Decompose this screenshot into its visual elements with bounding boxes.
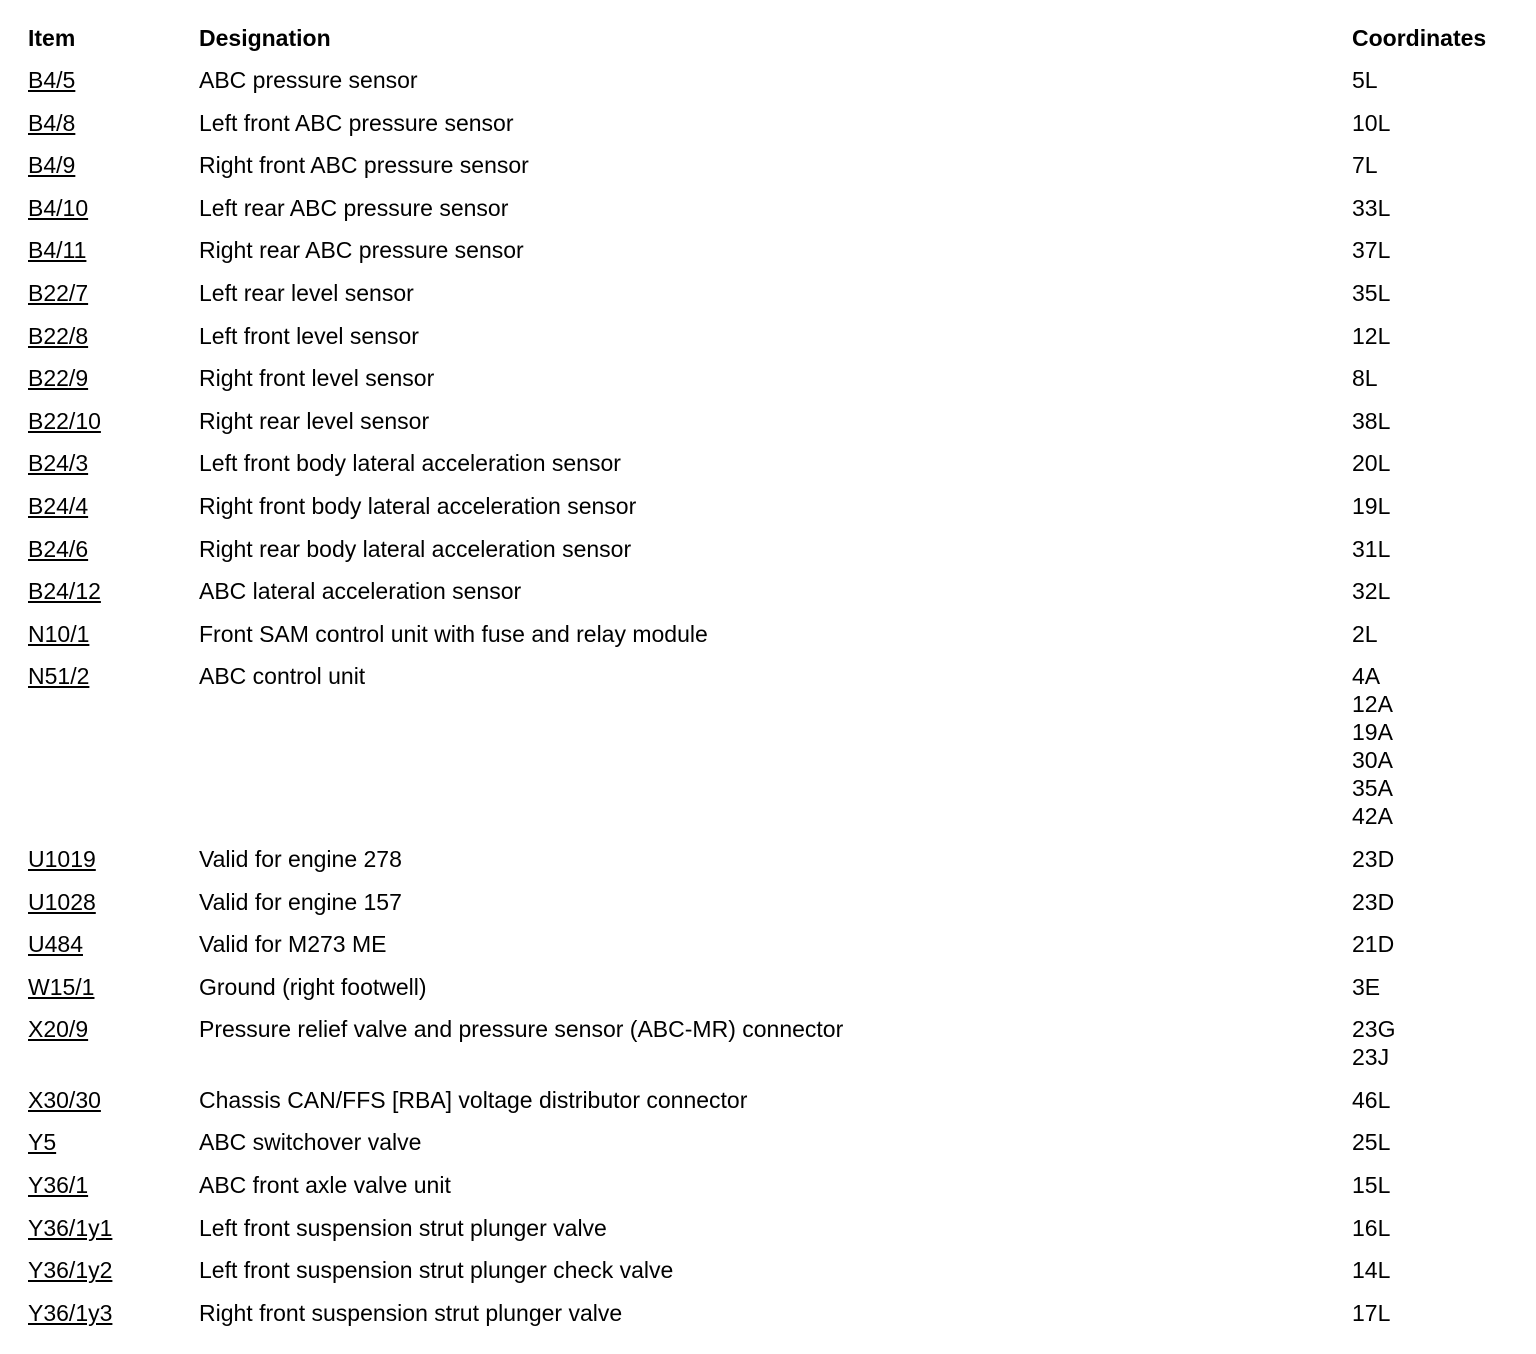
item-link[interactable]: B22/9: [28, 365, 89, 392]
coordinate-value: 23D: [1352, 845, 1395, 872]
coordinate-value: 25L: [1352, 1129, 1391, 1156]
table-row: [28, 109, 1518, 152]
item-link[interactable]: Y5: [28, 1129, 57, 1156]
item-link[interactable]: Y36/1y2: [28, 1257, 113, 1284]
table-header-row: [28, 24, 1518, 66]
coordinates-cell: [1352, 535, 1518, 563]
coordinate-value: 23D: [1352, 888, 1395, 915]
coordinates-cell: [1352, 109, 1518, 137]
designation-cell: Valid for engine 278: [199, 845, 402, 872]
designation-cell: Left front ABC pressure sensor: [199, 109, 514, 136]
designation-cell: Right front body lateral acceleration sensor: [199, 492, 637, 519]
coordinate-value: 12L: [1352, 322, 1391, 349]
designation-cell: Left front body lateral acceleration sensor: [199, 450, 621, 477]
table-row: [28, 620, 1518, 663]
designation-cell: Left front suspension strut plunger valve: [199, 1214, 607, 1241]
coordinate-value: 20L: [1352, 450, 1391, 477]
item-cell: [28, 1128, 199, 1156]
item-cell: [28, 1086, 199, 1114]
designation-cell: Pressure relief valve and pressure sensor (ABC-MR) connector: [199, 1016, 844, 1043]
item-cell: [28, 1299, 199, 1327]
item-cell: [28, 236, 199, 264]
designation-cell: Left rear level sensor: [199, 279, 414, 306]
item-cell: [28, 66, 199, 94]
item-link[interactable]: B24/4: [28, 492, 89, 519]
coordinates-cell: [1352, 1128, 1518, 1156]
item-link[interactable]: N10/1: [28, 620, 90, 647]
item-link[interactable]: Y36/1y1: [28, 1214, 113, 1241]
coordinate-value: 19L: [1352, 492, 1391, 519]
item-cell: [28, 845, 199, 873]
item-link[interactable]: B4/9: [28, 152, 76, 179]
coordinates-cell: [1352, 620, 1518, 648]
header-item: Item: [28, 25, 76, 51]
coordinate-value: 4A: [1352, 663, 1381, 690]
table-row: [28, 1171, 1518, 1214]
item-cell: [28, 1015, 199, 1071]
coordinates-cell: [1352, 1299, 1518, 1327]
coordinate-value: 23G: [1352, 1016, 1396, 1043]
item-link[interactable]: B22/7: [28, 279, 89, 306]
coordinate-value: 37L: [1352, 237, 1391, 264]
designation-cell: Right front level sensor: [199, 365, 435, 392]
item-link[interactable]: B4/11: [28, 237, 87, 264]
coordinate-value: 8L: [1352, 365, 1378, 392]
item-link[interactable]: Y36/1y3: [28, 1299, 113, 1326]
designation-cell: Chassis CAN/FFS [RBA] voltage distributor connector: [199, 1086, 748, 1113]
header-coordinates: Coordinates: [1352, 25, 1487, 51]
coordinates-cell: [1352, 888, 1518, 916]
item-link[interactable]: N51/2: [28, 663, 90, 690]
item-cell: [28, 1171, 199, 1199]
table-row: [28, 194, 1518, 237]
coordinate-value: 42A: [1352, 803, 1393, 830]
item-cell: [28, 449, 199, 477]
item-cell: [28, 1256, 199, 1284]
item-link[interactable]: B24/12: [28, 578, 101, 605]
coordinate-value: 12A: [1352, 691, 1393, 718]
coordinate-value: 21D: [1352, 931, 1395, 958]
coordinates-cell: [1352, 1015, 1518, 1071]
designation-cell: ABC front axle valve unit: [199, 1172, 451, 1199]
coordinate-value: 31L: [1352, 535, 1391, 562]
coordinate-value: 3E: [1352, 973, 1381, 1000]
table-row: [28, 1086, 1518, 1129]
coordinate-value: 33L: [1352, 194, 1391, 221]
table-row: [28, 577, 1518, 620]
item-link[interactable]: U1028: [28, 888, 96, 915]
item-link[interactable]: Y36/1: [28, 1172, 89, 1199]
designation-cell: ABC switchover valve: [199, 1129, 422, 1156]
coordinate-value: 30A: [1352, 747, 1393, 774]
coordinate-value: 38L: [1352, 407, 1391, 434]
table-row: [28, 492, 1518, 535]
item-cell: [28, 1214, 199, 1242]
coordinate-value: 14L: [1352, 1257, 1391, 1284]
designation-cell: Left front level sensor: [199, 322, 419, 349]
coordinate-value: 19A: [1352, 719, 1393, 746]
coordinates-cell: [1352, 1256, 1518, 1284]
coordinates-cell: [1352, 66, 1518, 94]
designation-cell: ABC lateral acceleration sensor: [199, 578, 522, 605]
designation-cell: Right rear body lateral acceleration sensor: [199, 535, 632, 562]
coordinates-cell: [1352, 151, 1518, 179]
item-cell: [28, 535, 199, 563]
item-cell: [28, 930, 199, 958]
coordinates-cell: [1352, 1171, 1518, 1199]
designation-cell: Front SAM control unit with fuse and relay module: [199, 620, 708, 647]
item-cell: [28, 888, 199, 916]
coordinates-cell: [1352, 577, 1518, 605]
designation-cell: Right rear level sensor: [199, 407, 430, 434]
table-row: [28, 407, 1518, 450]
table-row: [28, 66, 1518, 109]
item-link[interactable]: W15/1: [28, 973, 95, 1000]
coordinate-value: 35L: [1352, 279, 1391, 306]
table-row: [28, 322, 1518, 365]
designation-cell: ABC pressure sensor: [199, 67, 418, 93]
table-row: [28, 535, 1518, 578]
table-row: [28, 930, 1518, 973]
table-row: [28, 236, 1518, 279]
item-link[interactable]: B4/8: [28, 109, 76, 136]
item-link[interactable]: X20/9: [28, 1016, 89, 1043]
item-link[interactable]: B22/10: [28, 407, 101, 434]
table-row: [28, 662, 1518, 845]
item-cell: [28, 151, 199, 179]
coordinates-cell: [1352, 449, 1518, 477]
coordinate-value: 17L: [1352, 1299, 1391, 1326]
designation-cell: Valid for engine 157: [199, 888, 402, 915]
item-link[interactable]: B4/10: [28, 194, 89, 221]
coordinate-value: 16L: [1352, 1214, 1391, 1241]
coordinates-cell: [1352, 236, 1518, 264]
item-cell: [28, 364, 199, 392]
item-cell: [28, 322, 199, 350]
table-row: [28, 1299, 1518, 1342]
table-row: [28, 888, 1518, 931]
designation-cell: Right rear ABC pressure sensor: [199, 237, 524, 264]
item-link[interactable]: B24/3: [28, 450, 89, 477]
table-row: [28, 449, 1518, 492]
designation-cell: Valid for M273 ME: [199, 931, 387, 958]
table-row: [28, 845, 1518, 888]
coordinates-cell: [1352, 322, 1518, 350]
coordinates-cell: [1352, 662, 1518, 830]
item-cell: [28, 407, 199, 435]
item-cell: [28, 492, 199, 520]
coordinates-cell: [1352, 845, 1518, 873]
coordinate-value: 2L: [1352, 620, 1378, 647]
coordinate-value: 7L: [1352, 152, 1378, 179]
coordinate-value: 15L: [1352, 1172, 1391, 1199]
item-cell: [28, 279, 199, 307]
designation-cell: Left front suspension strut plunger check valve: [199, 1257, 674, 1284]
item-cell: [28, 973, 199, 1001]
designation-cell: ABC control unit: [199, 663, 366, 690]
designation-cell: Ground (right footwell): [199, 973, 427, 1000]
coordinate-value: 32L: [1352, 578, 1391, 605]
header-designation: Designation: [199, 25, 331, 51]
designation-cell: Left rear ABC pressure sensor: [199, 194, 509, 221]
coordinates-cell: [1352, 279, 1518, 307]
item-cell: [28, 109, 199, 137]
item-link[interactable]: U484: [28, 931, 83, 958]
item-link[interactable]: B24/6: [28, 535, 89, 562]
item-cell: [28, 620, 199, 648]
coordinate-value: 10L: [1352, 109, 1391, 136]
item-link[interactable]: B22/8: [28, 322, 89, 349]
item-link[interactable]: U1019: [28, 845, 96, 872]
item-cell: [28, 577, 199, 605]
coordinates-cell: [1352, 973, 1518, 1001]
item-cell: [28, 194, 199, 222]
coordinates-cell: [1352, 1214, 1518, 1242]
coordinates-cell: [1352, 930, 1518, 958]
designation-cell: Right front suspension strut plunger valve: [199, 1299, 623, 1326]
table-row: [28, 1128, 1518, 1171]
coordinates-cell: [1352, 364, 1518, 392]
item-link[interactable]: B4/5: [28, 67, 76, 93]
table-row: [28, 151, 1518, 194]
coordinates-cell: [1352, 492, 1518, 520]
coordinates-cell: [1352, 1086, 1518, 1114]
component-legend-table: [28, 24, 1518, 1341]
coordinate-value: 35A: [1352, 775, 1393, 802]
table-row: [28, 364, 1518, 407]
item-link[interactable]: X30/30: [28, 1086, 101, 1113]
table-row: [28, 279, 1518, 322]
designation-cell: Right front ABC pressure sensor: [199, 152, 529, 179]
coordinates-cell: [1352, 407, 1518, 435]
table-body: [28, 66, 1518, 1341]
item-cell: [28, 662, 199, 830]
coordinate-value: 46L: [1352, 1086, 1391, 1113]
coordinate-value: 5L: [1352, 67, 1378, 93]
table-row: [28, 1015, 1518, 1086]
table-row: [28, 1256, 1518, 1299]
table-row: [28, 1214, 1518, 1257]
coordinates-cell: [1352, 194, 1518, 222]
table-row: [28, 973, 1518, 1016]
coordinate-value: 23J: [1352, 1044, 1390, 1071]
